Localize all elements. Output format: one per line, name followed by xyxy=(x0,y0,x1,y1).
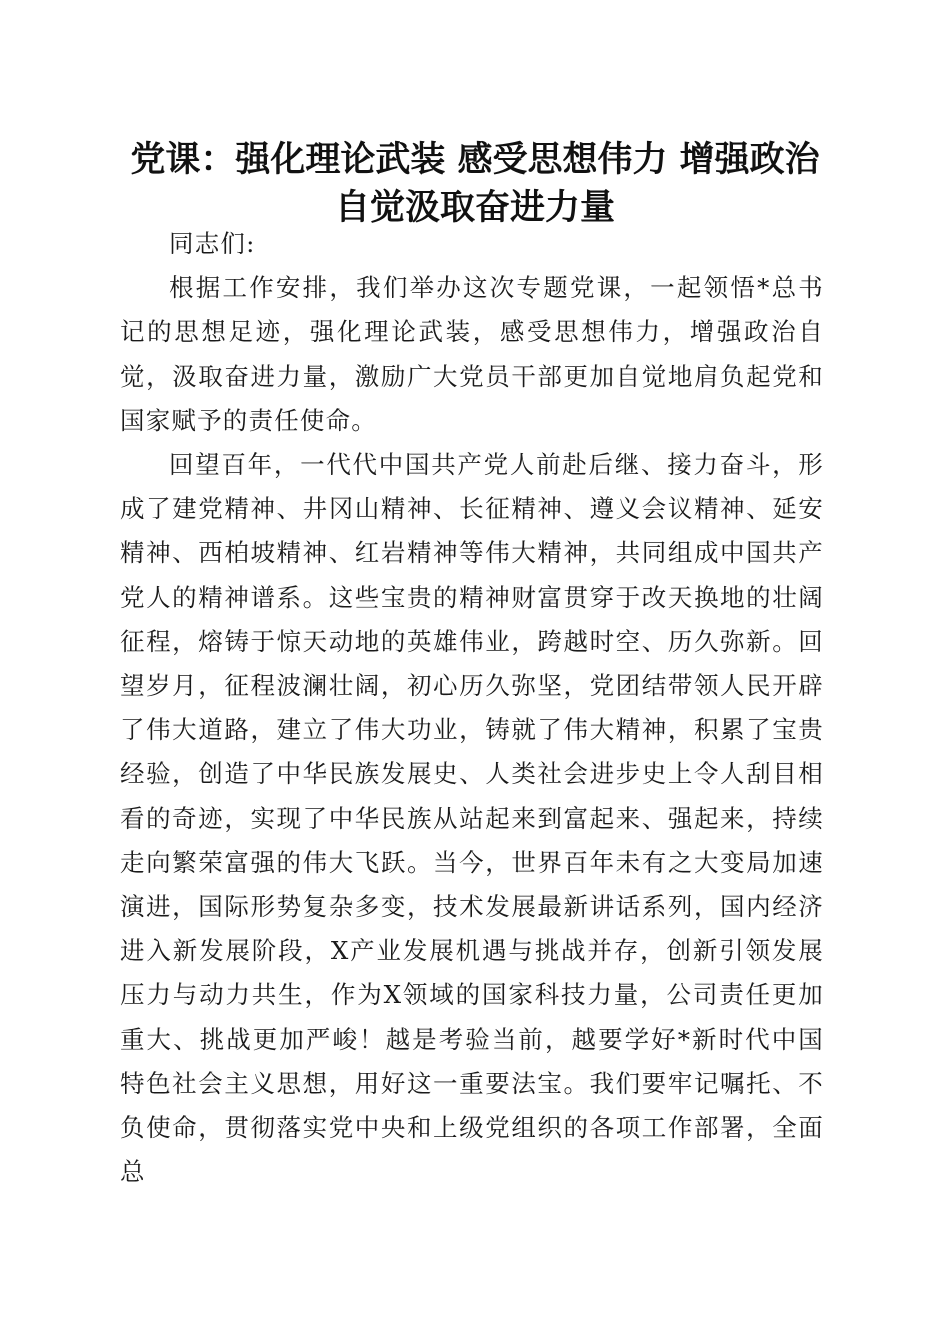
paragraph: 回望百年，一代代中国共产党人前赴后继、接力奋斗，形成了建党精神、井冈山精神、长征精神、遵义会议精神、延安精神、西柏坡精神、红岩精神等伟大精神，共同组成中国共产党人的精神谱系。这些宝贵的精神财富贯穿于改天换地的壮阔征程，熔铸于惊天动地的英雄伟业，跨越时空、历久弥新。回望岁月，征程波澜壮阔，初心历久弥坚，党团结带领人民开辟了伟大道路，建立了伟大功业，铸就了伟大精神，积累了宝贵经验，创造了中华民族发展史、人类社会进步史上令人刮目相看的奇迹，实现了中华民族从站起来到富起来、强起来，持续走向繁荣富强的伟大飞跃。当今，世界百年未有之大变局加速演进，国际形势复杂多变，技术发展最新讲话系列，国内经济进入新发展阶段，X产业发展机遇与挑战并存，创新引领发展压力与动力共生，作为X领域的国家科技力量，公司责任更加重大、挑战更加严峻！越是考验当前，越要学好*新时代中国特色社会主义思想，用好这一重要法宝。我们要牢记嘱托、不负使命，贯彻落实党中央和上级党组织的各项工作部署，全面总 xyxy=(120,450,824,1187)
document-title: 党课：强化理论武装 感受思想伟力 增强政治自觉汲取奋进力量 xyxy=(130,139,820,228)
document-body xyxy=(120,222,824,1194)
salutation: 同志们: xyxy=(169,229,256,258)
paragraph: 根据工作安排，我们举办这次专题党课，一起领悟*总书记的思想足迹，强化理论武装，感受思想伟力，增强政治自觉，汲取奋进力量，激励广大党员干部更加自觉地肩负起党和国家赋予的责任使命。 xyxy=(120,273,824,435)
